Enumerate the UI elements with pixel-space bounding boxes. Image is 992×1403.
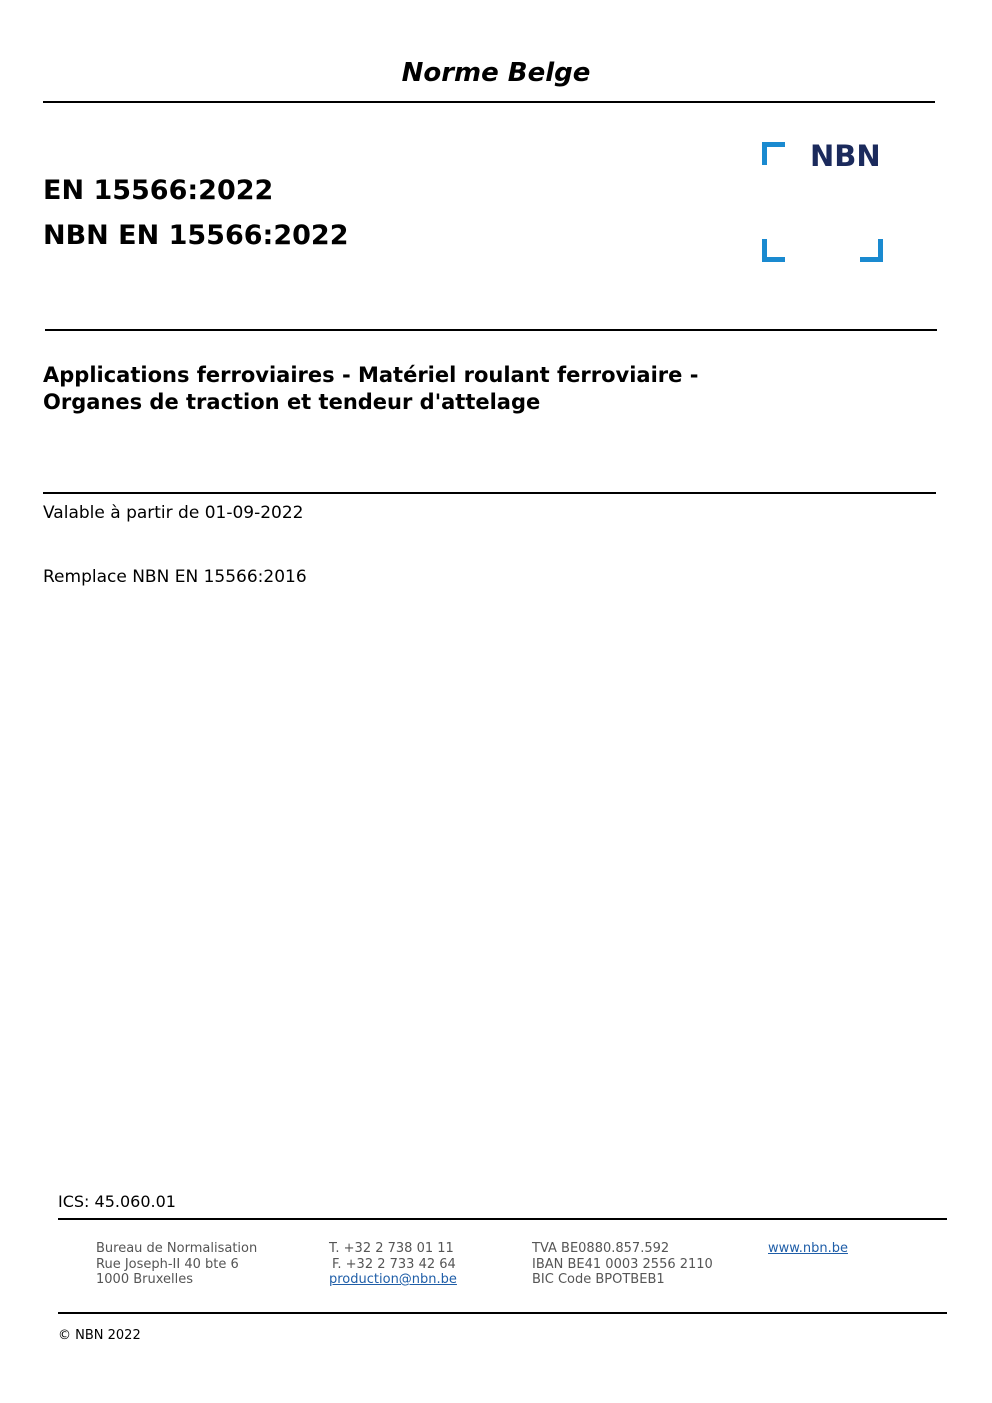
title-divider bbox=[43, 492, 936, 494]
header-divider bbox=[43, 101, 935, 103]
logo-text: NBN bbox=[810, 139, 881, 173]
address-line-3: 1000 Bruxelles bbox=[96, 1272, 194, 1287]
logo-corner-bottom-right bbox=[860, 239, 883, 262]
en-standard-code: EN 15566:2022 bbox=[43, 175, 274, 206]
logo-corner-bottom-left bbox=[762, 239, 785, 262]
copyright-notice: © NBN 2022 bbox=[58, 1328, 141, 1343]
bic-code: BIC Code BPOTBEB1 bbox=[532, 1272, 665, 1287]
footer-website bbox=[768, 1241, 848, 1257]
page-header-title: Norme Belge bbox=[401, 58, 591, 88]
footer-bank bbox=[532, 1241, 713, 1288]
document-title-line-1: Applications ferroviaires - Matériel roulant ferroviaire - bbox=[43, 363, 699, 387]
footer-contact bbox=[329, 1241, 457, 1288]
validity-date: Valable à partir de 01-09-2022 bbox=[43, 503, 304, 523]
nbn-logo bbox=[762, 139, 884, 264]
footer-bottom-divider bbox=[58, 1312, 947, 1314]
iban-number: IBAN BE41 0003 2556 2110 bbox=[532, 1256, 713, 1272]
address-line-2: Rue Joseph-II 40 bte 6 bbox=[96, 1256, 239, 1272]
fax-number: F. +32 2 733 42 64 bbox=[332, 1256, 456, 1272]
address-line-1: Bureau de Normalisation bbox=[96, 1241, 258, 1256]
website-link[interactable]: www.nbn.be bbox=[768, 1241, 848, 1256]
phone-number: T. +32 2 738 01 11 bbox=[329, 1241, 454, 1256]
email-link[interactable]: production@nbn.be bbox=[329, 1272, 457, 1287]
document-title-line-2: Organes de traction et tendeur d'attelage bbox=[43, 390, 541, 414]
footer-top-divider bbox=[58, 1218, 947, 1220]
footer-address bbox=[96, 1241, 257, 1288]
vat-number: TVA BE0880.857.592 bbox=[532, 1241, 670, 1256]
codes-divider bbox=[45, 329, 937, 331]
ics-code: ICS: 45.060.01 bbox=[58, 1192, 176, 1211]
nbn-standard-code: NBN EN 15566:2022 bbox=[43, 220, 349, 251]
document-title bbox=[43, 362, 903, 416]
replaces-standard: Remplace NBN EN 15566:2016 bbox=[43, 567, 307, 587]
logo-corner-top-left bbox=[762, 142, 785, 165]
